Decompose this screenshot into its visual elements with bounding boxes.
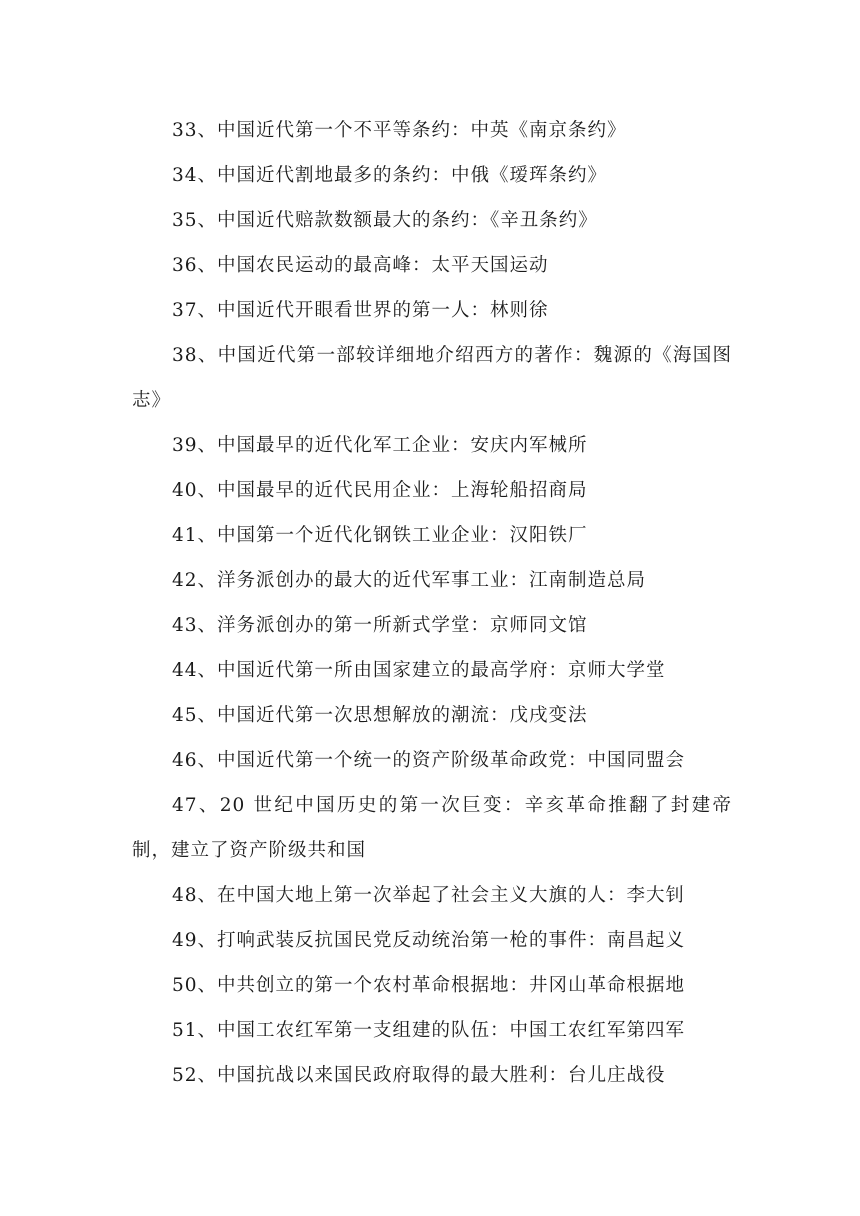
list-item: 36、中国农民运动的最高峰：太平天国运动 bbox=[172, 255, 549, 276]
list-item: 50、中共创立的第一个农村革命根据地：井冈山革命根据地 bbox=[172, 975, 686, 996]
list-item: 35、中国近代赔款数额最大的条约：《辛丑条约》 bbox=[172, 210, 598, 231]
list-item: 52、中国抗战以来国民政府取得的最大胜利：台儿庄战役 bbox=[172, 1065, 666, 1086]
list-item: 38、中国近代第一部较详细地介绍西方的著作：魏源的《海国图志》 bbox=[132, 345, 732, 411]
list-item: 47、20 世纪中国历史的第一次巨变：辛亥革命推翻了封建帝制，建立了资产阶级共和国 bbox=[132, 795, 732, 861]
text-body bbox=[132, 108, 732, 1098]
list-item: 44、中国近代第一所由国家建立的最高学府：京师大学堂 bbox=[172, 660, 666, 681]
list-item: 45、中国近代第一次思想解放的潮流：戊戌变法 bbox=[172, 705, 588, 726]
list-item: 46、中国近代第一个统一的资产阶级革命政党：中国同盟会 bbox=[172, 750, 686, 771]
list-item: 49、打响武装反抗国民党反动统治第一枪的事件：南昌起义 bbox=[172, 930, 686, 951]
list-item: 34、中国近代割地最多的条约：中俄《瑷珲条约》 bbox=[172, 165, 608, 186]
list-item: 41、中国第一个近代化钢铁工业企业：汉阳铁厂 bbox=[172, 525, 588, 546]
list-item: 37、中国近代开眼看世界的第一人：林则徐 bbox=[172, 300, 549, 321]
list-item: 42、洋务派创办的最大的近代军事工业：江南制造总局 bbox=[172, 570, 647, 591]
list-item: 33、中国近代第一个不平等条约：中英《南京条约》 bbox=[172, 120, 627, 141]
list-item: 48、在中国大地上第一次举起了社会主义大旗的人：李大钊 bbox=[172, 885, 686, 906]
list-item: 51、中国工农红军第一支组建的队伍：中国工农红军第四军 bbox=[172, 1020, 686, 1041]
list-item: 43、洋务派创办的第一所新式学堂：京师同文馆 bbox=[172, 615, 588, 636]
list-item: 40、中国最早的近代民用企业：上海轮船招商局 bbox=[172, 480, 588, 501]
list-item: 39、中国最早的近代化军工企业：安庆内军械所 bbox=[172, 435, 588, 456]
